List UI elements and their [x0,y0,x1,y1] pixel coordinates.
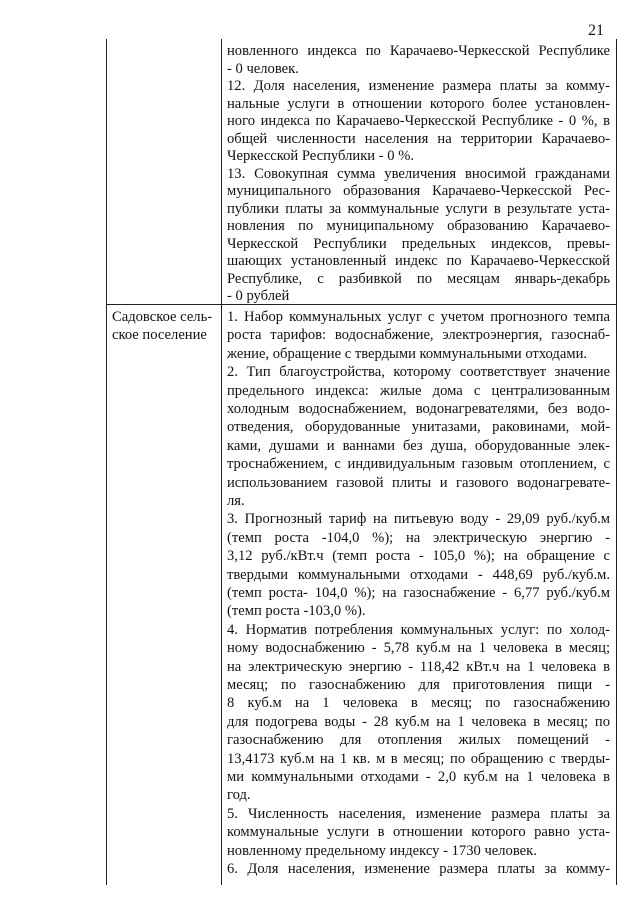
cell-text-line: коммунальные услуги в отношении которого равно уста- [227,824,610,841]
cell-text-line: ному водоснабжению - 5,78 куб.м на 1 человека в месяц; [227,640,610,657]
cell-text-line: холодным водоснабжением, водонагревателями, без водо- [227,401,610,417]
settlement-name-line: Садовское сель- [112,309,213,325]
cell-text-line: (темп роста -104,0 %); на электрическую энергию - [227,529,610,546]
cell-text-line: ками, душами и ваннами без душа, оборудованные элек- [227,437,610,454]
table-right-border [616,39,617,885]
cell-text-line: 1. Набор коммунальных услуг с учетом прогнозного темпа [227,309,610,325]
cell-text-line: 12. Доля населения, изменение размера платы за комму- [227,78,610,94]
cell-text-line: ного индекса по Карачаево-Черкесской Республике - 0 %, в [227,113,610,129]
settlement-name-line: ское поселение [112,327,207,344]
settlement-name-cell [112,308,220,885]
cell-text-line: 2. Тип благоустройства, которому соответствует значение [227,364,610,381]
cell-text-line: 5. Численность населения, изменение размера платы за [227,805,610,822]
cell-text-line: Черкесской Республики предельных индексов, превы- [227,235,610,252]
cell-text-line: (темп роста- 104,0 %); на газоснабжение - 6,77 руб./куб.м [227,585,610,601]
cell-text-line: шающих установленный индекс по Карачаево-Черкесской [227,253,610,269]
cell-text-line: роста тарифов: водоснабжение, электроэнергия, газоснаб- [227,327,610,344]
cell-text-line: новленного индекса по Карачаево-Черкесской Республике [227,43,610,59]
cell-text-line: год. [227,787,251,804]
cell-text-line: на электрическую энергию - 118,42 кВт.ч на 1 человека в [227,658,610,675]
cell-text-line: новления по муниципальному образованию Карачаево- [227,218,610,234]
cell-text-line: жение, обращение с твердыми коммунальными отходами. [227,345,588,362]
cell-text-line: ля. [227,493,245,509]
cell-text-line: месяц; по газоснабжению для приготовления пищи - [227,677,610,693]
cell-text-line: для подогрева воды - 28 куб.м на 1 человека в месяц; по [227,713,610,730]
cell-text-line: новленному предельному индексу - 1730 человек. [227,842,537,859]
cell-text-line: 8 куб.м на 1 человека в месяц; по газоснабжению [227,695,610,712]
cell-text-line: - 0 человек. [227,60,299,77]
cell-text-line: 4. Норматив потребления коммунальных услуг: по холод- [227,621,610,638]
cell-text-line: отведения, оборудованные унитазами, раковинами, мой- [227,419,610,436]
cell-text-line: предельного индекса: жилые дома с централизованным [227,382,610,399]
cell-text-line: газоснабжению для отопления жилых помещений - [227,732,610,749]
row-continuation-right-cell [227,43,610,303]
cell-text-line: муниципального образования Карачаево-Черкесской Рес- [227,183,610,199]
cell-text-line: Черкесской Республики - 0 %. [227,148,415,164]
cell-text-line: 3. Прогнозный тариф на питьевую воду - 29,09 руб./куб.м [227,511,610,528]
cell-text-line: использованием газовой плиты и газового водонагревате- [227,474,610,491]
cell-text-line: Республике, с разбивкой по месяцам январь-декабрь [227,270,610,287]
page-number: 21 [588,22,604,39]
cell-text-line: публики платы за коммунальные услуги в результате уста- [227,200,610,217]
cell-text-line: общей численности населения на территории Карачаево- [227,130,610,147]
cell-text-line: (темп роста -103,0 %). [227,603,366,620]
cell-text-line: 6. Доля населения, изменение размера платы за комму- [227,861,610,877]
municipal-indices-table [106,39,618,885]
table-left-border [106,39,107,885]
table-column-divider [221,39,222,885]
settlement-indicators-cell [227,308,610,885]
cell-text-line: троснабжением, с индивидуальным газовым отоплением, с [227,456,610,473]
cell-text-line: 3,12 руб./кВт.ч (темп роста - 105,0 %); на обращение с [227,548,610,565]
cell-text-line: ми коммунальными отходами - 2,0 куб.м на 1 человека в [227,769,610,785]
cell-text-line: нальные услуги в отношении которого более установлен- [227,95,610,112]
cell-text-line: 13. Совокупная сумма увеличения вносимой гражданами [227,165,610,182]
cell-text-line: 13,4173 куб.м на 1 кв. м в месяц; по обращению с тверды- [227,750,610,767]
cell-text-line: - 0 рублей [227,288,290,304]
cell-text-line: твердыми коммунальными отходами - 448,69 руб./куб.м. [227,566,610,583]
